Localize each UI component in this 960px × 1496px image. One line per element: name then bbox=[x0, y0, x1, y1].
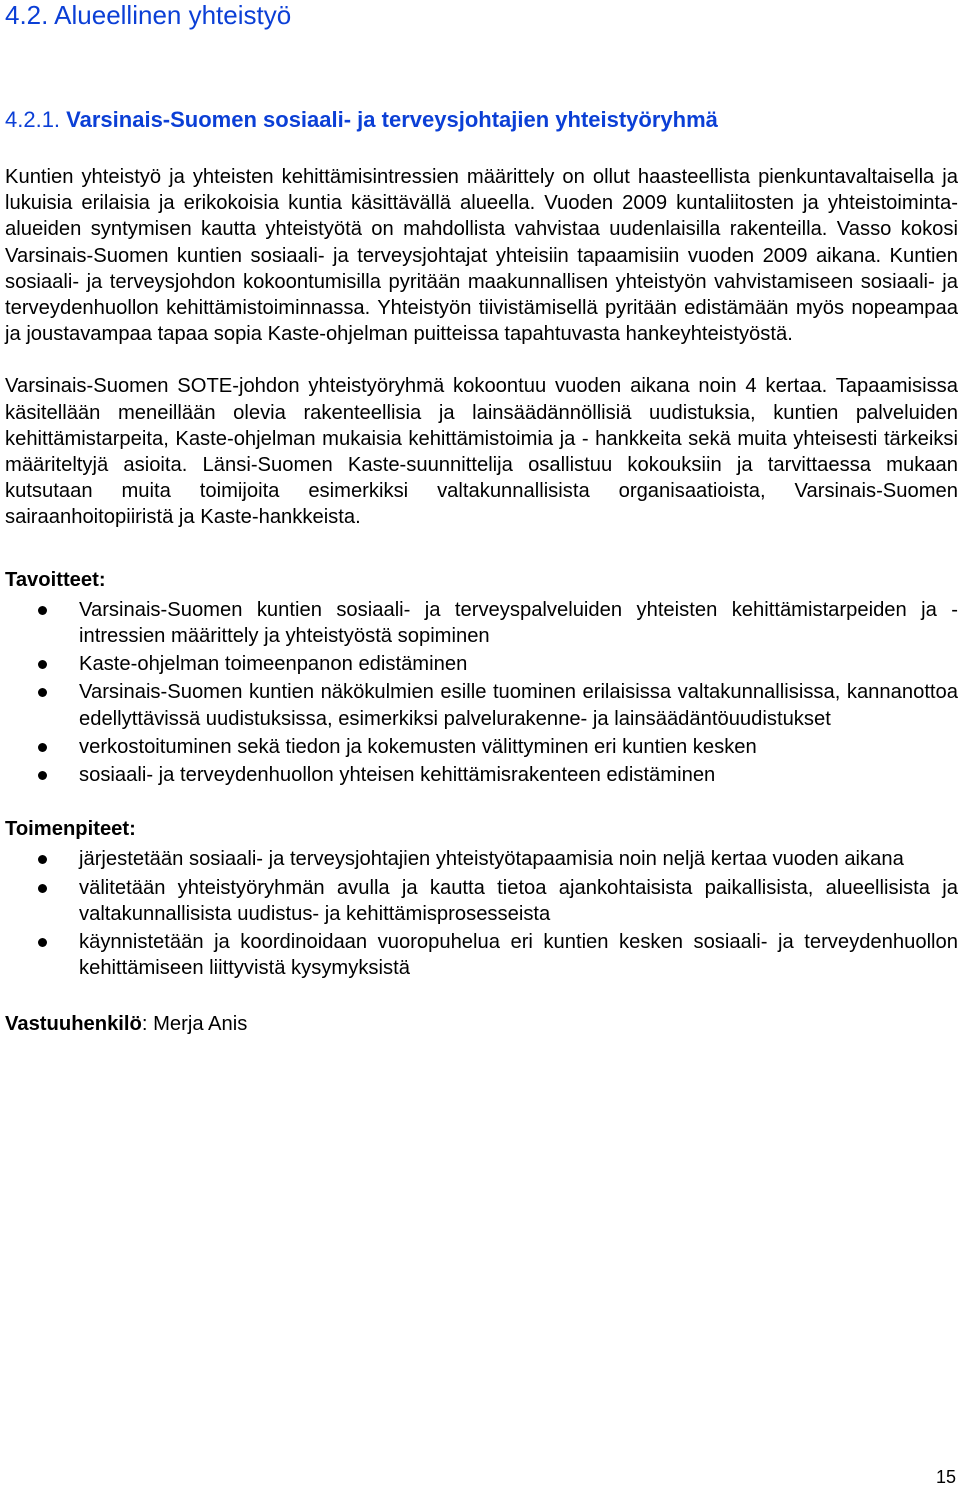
goals-list bbox=[5, 597, 958, 788]
bullet-icon bbox=[38, 855, 47, 864]
responsible-label: Vastuuhenkilö bbox=[5, 1013, 142, 1036]
action-item-text: järjestetään sosiaali- ja terveysjohtajien yhteistyötapaamisia noin neljä kertaa vuoden aikana bbox=[79, 848, 904, 871]
action-item-text: välitetään yhteistyöryhmän avulla ja kautta tietoa ajankohtaisista paikallisista, alueellisista ja valtakunnallisista uudistus- ja kehittämisprosesseista bbox=[79, 876, 958, 925]
bullet-icon bbox=[38, 688, 47, 697]
meetings-paragraph: Varsinais-Suomen SOTE-johdon yhteistyöryhmä kokoontuu vuoden aikana noin 4 kertaa. Tapaamisissa käsitellään meneillään olevia rakenteellisia ja lainsäädännöllisiä uudistuksia, kuntien palveluiden kehittämistarpeita, Kaste-ohjelman mukaisia kehittämistoimia ja - hankkeita sekä muita yhteisesti tärkeiksi määriteltyjä asioita. Länsi-Suomen Kaste-suunnittelija osallistuu kokouksiin ja tarvittaessa mukaan kutsutaan muita toimijoita esimerkiksi valtakunnallisista organisaatioista, Varsinais-Suomen sairaanhoitopiiristä ja Kaste-hankkeista. bbox=[5, 375, 958, 529]
bullet-icon bbox=[38, 606, 47, 615]
action-item-text: käynnistetään ja koordinoidaan vuoropuhelua eri kuntien kesken sosiaali- ja terveydenhuollon kehittämiseen liittyvistä kysymyksistä bbox=[79, 931, 958, 980]
responsible-separator: : bbox=[141, 1013, 154, 1036]
actions-heading: Toimenpiteet: bbox=[5, 818, 136, 841]
responsible-person bbox=[5, 1011, 958, 1037]
bullet-icon bbox=[38, 938, 47, 947]
goal-item bbox=[5, 651, 958, 677]
goal-item-text: Varsinais-Suomen kuntien sosiaali- ja terveyspalveluiden yhteisten kehittämistarpeiden ja -intressien määrittely ja yhteistyöstä sopiminen bbox=[79, 598, 958, 648]
action-item bbox=[5, 929, 958, 981]
subsection-heading bbox=[5, 106, 958, 134]
goals-heading: Tavoitteet: bbox=[5, 568, 106, 591]
action-item bbox=[5, 846, 958, 872]
subsection-number: 4.2.1. bbox=[5, 107, 61, 132]
action-item bbox=[5, 875, 958, 927]
goal-item bbox=[5, 679, 958, 731]
bullet-icon bbox=[38, 743, 47, 752]
goal-item-text: Kaste-ohjelman toimeenpanon edistäminen bbox=[79, 653, 468, 676]
bullet-icon bbox=[38, 771, 47, 780]
document-page bbox=[5, 0, 958, 1038]
goal-item-text: sosiaali- ja terveydenhuollon yhteisen kehittämisrakenteen edistäminen bbox=[79, 764, 716, 787]
page-number: 15 bbox=[935, 1467, 956, 1487]
subsection-title: Varsinais-Suomen sosiaali- ja terveysjohtajien yhteistyöryhmä bbox=[66, 107, 718, 132]
section-heading: 4.2. Alueellinen yhteistyö bbox=[5, 0, 292, 30]
responsible-name: Merja Anis bbox=[153, 1013, 248, 1036]
goal-item bbox=[5, 597, 958, 649]
goal-item-text: Varsinais-Suomen kuntien näkökulmien esille tuominen erilaisissa valtakunnallisissa, kannanottoa edellyttävissä uudistuksissa, esimerkiksi palvelurakenne- ja lainsäädäntöuudistukset bbox=[79, 681, 958, 730]
bullet-icon bbox=[38, 884, 47, 893]
intro-paragraph: Kuntien yhteistyö ja yhteisten kehittämisintressien määrittely on ollut haasteellista pienkuntavaltaisella ja lukuisia erilaisia ja erikokoisia kuntia käsittävällä alueella. Vuoden 2009 kuntaliitosten ja yhteistoiminta-alueiden syntymisen kautta yhteistyötä on mahdollista vahvistaa uudenlaisilla rakenteilla. Vasso kokosi Varsinais-Suomen kuntien sosiaali- ja terveysjohtajat yhteisiin tapaamisiin vuoden 2009 aikana. Kuntien sosiaali- ja terveysjohdon kokoontumisilla pyritään maakunnallisen yhteistyön vahvistamiseen sosiaali- ja terveydenhuollon kehittämistoiminnassa. Yhteistyön tiivistämisellä pyritään edistämään myös nopeampaa ja joustavampaa tapaa sopia Kaste-ohjelman puitteissa tapahtuvasta hankeyhteistyöstä. bbox=[5, 166, 958, 346]
goal-item-text: verkostoituminen sekä tiedon ja kokemusten välittyminen eri kuntien kesken bbox=[79, 735, 757, 758]
goal-item bbox=[5, 762, 958, 788]
goal-item bbox=[5, 734, 958, 760]
actions-list bbox=[5, 846, 958, 981]
bullet-icon bbox=[38, 660, 47, 669]
